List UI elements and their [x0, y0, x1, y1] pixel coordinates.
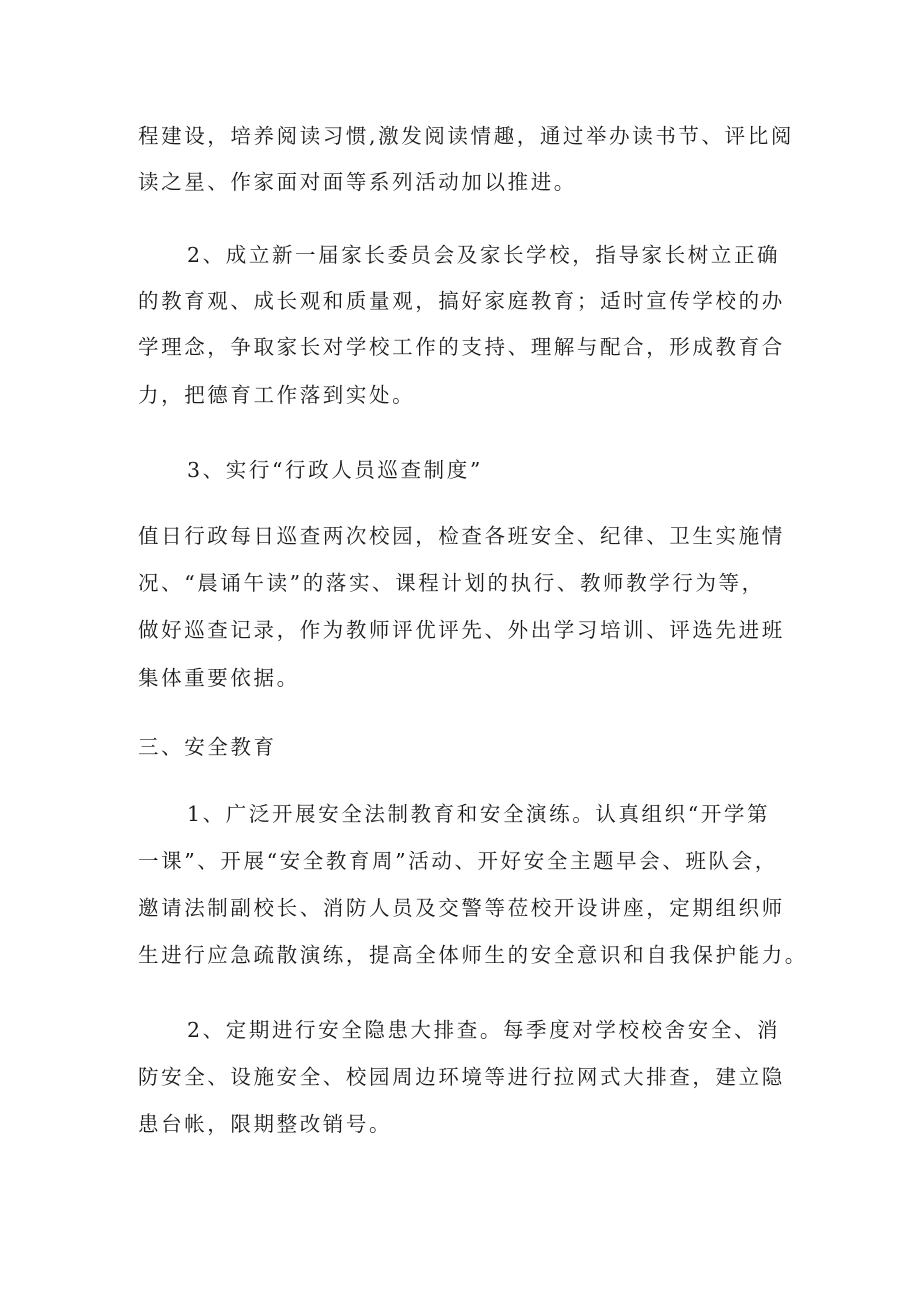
- paragraph-line: 力，把德育工作落到实处。: [138, 383, 416, 407]
- paragraph-line: 防安全、设施安全、校园周边环境等进行拉网式大排查，建立隐: [138, 1065, 785, 1089]
- section-heading: 三、安全教育: [138, 735, 277, 759]
- paragraph-line: 2、定期进行安全隐患大排查。每季度对学校校舍安全、消: [187, 1018, 781, 1042]
- paragraph-line: 做好巡查记录，作为教师评优评先、外出学习培训、评选先进班: [138, 618, 785, 642]
- paragraph-line: 1、广泛开展安全法制教育和安全演练。认真组织“开学第: [187, 802, 771, 826]
- paragraph-line: 患台帐，限期整改销号。: [138, 1112, 393, 1136]
- paragraph-line: 邀请法制副校长、消防人员及交警等莅校开设讲座，定期组织师: [138, 896, 785, 920]
- paragraph-line: 生进行应急疏散演练，提高全体师生的安全意识和自我保护能力。: [138, 943, 808, 967]
- paragraph-line: 2、成立新一届家长委员会及家长学校，指导家长树立正确: [187, 243, 781, 267]
- paragraph-line: 学理念，争取家长对学校工作的支持、理解与配合，形成教育合: [138, 335, 785, 359]
- paragraph-line: 值日行政每日巡查两次校园，检查各班安全、纪律、卫生实施情: [138, 524, 785, 548]
- paragraph-line: 3、实行“行政人员巡查制度”: [187, 458, 483, 482]
- paragraph-line: 的教育观、成长观和质量观，搞好家庭教育；适时宣传学校的办: [138, 289, 785, 313]
- paragraph-line: 况、“晨诵午读”的落实、课程计划的执行、教师教学行为等，: [138, 571, 765, 595]
- paragraph-line: 程建设，培养阅读习惯,激发阅读情趣，通过举办读书节、评比阅: [138, 124, 794, 148]
- paragraph-line: 集体重要依据。: [138, 666, 300, 690]
- paragraph-line: 读之星、作家面对面等系列活动加以推进。: [138, 170, 577, 194]
- paragraph-line: 一课”、开展“安全教育周”活动、开好安全主题早会、班队会，: [138, 849, 778, 873]
